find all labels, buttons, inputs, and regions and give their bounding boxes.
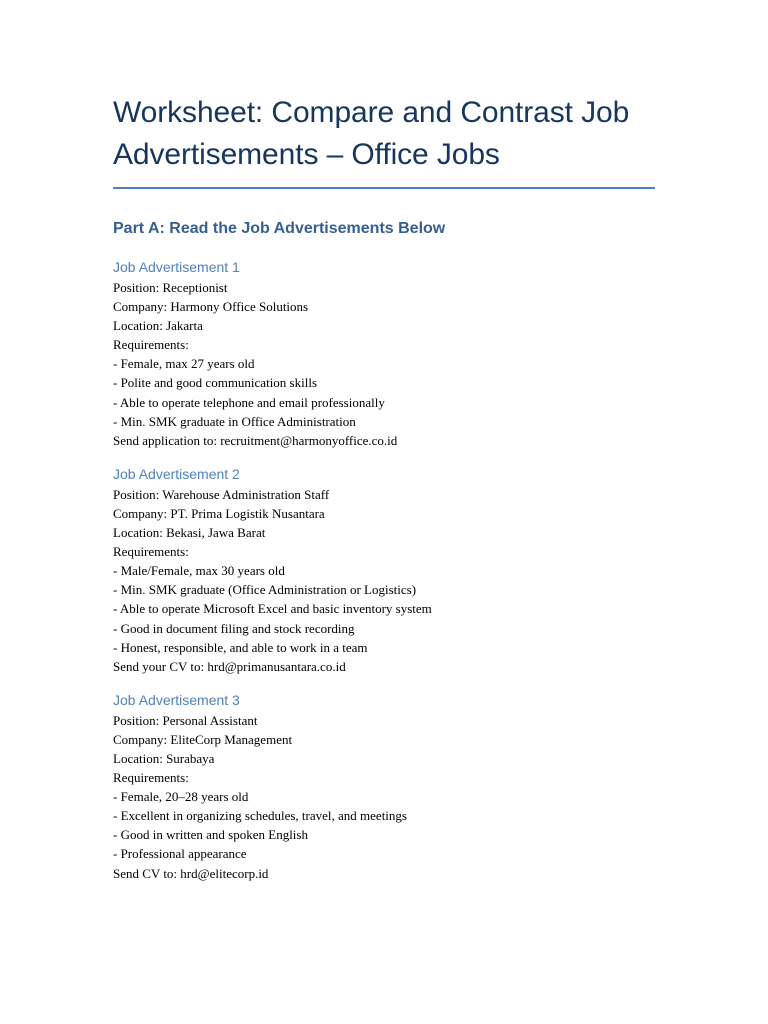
job-ad-details bbox=[113, 278, 655, 450]
job-ad-line: - Female, 20–28 years old bbox=[113, 789, 249, 805]
job-ad-details bbox=[113, 711, 655, 883]
title-underline bbox=[113, 187, 655, 189]
job-ad-line: Location: Bekasi, Jawa Barat bbox=[113, 525, 266, 541]
job-ad-line: Requirements: bbox=[113, 770, 189, 786]
job-ad-line: - Female, max 27 years old bbox=[113, 356, 255, 372]
job-ads-list bbox=[113, 256, 655, 883]
job-ad-heading: Job Advertisement 3 bbox=[113, 691, 240, 708]
job-ad-line: - Polite and good communication skills bbox=[113, 375, 318, 391]
job-advertisement-3 bbox=[113, 689, 655, 883]
job-advertisement-2 bbox=[113, 463, 655, 676]
job-ad-line: Requirements: bbox=[113, 337, 189, 353]
job-ad-line: - Min. SMK graduate (Office Administration or Logistics) bbox=[113, 582, 417, 598]
job-ad-line: - Excellent in organizing schedules, travel, and meetings bbox=[113, 808, 407, 824]
job-ad-line: Location: Jakarta bbox=[113, 318, 203, 334]
job-ad-line: Send application to: recruitment@harmonyoffice.co.id bbox=[113, 432, 398, 448]
job-ad-line: Position: Warehouse Administration Staff bbox=[113, 486, 330, 502]
job-ad-line: Company: Harmony Office Solutions bbox=[113, 299, 309, 315]
job-ad-line: - Honest, responsible, and able to work in a team bbox=[113, 639, 368, 655]
job-ad-line: Position: Personal Assistant bbox=[113, 712, 258, 728]
job-ad-line: Send your CV to: hrd@primanusantara.co.id bbox=[113, 658, 346, 674]
job-ad-line: Location: Surabaya bbox=[113, 750, 215, 766]
job-advertisement-1 bbox=[113, 256, 655, 450]
job-ad-line: - Able to operate Microsoft Excel and basic inventory system bbox=[113, 601, 432, 617]
job-ad-line: Send CV to: hrd@elitecorp.id bbox=[113, 865, 269, 881]
job-ad-line: Requirements: bbox=[113, 544, 189, 560]
job-ad-line: - Min. SMK graduate in Office Administration bbox=[113, 413, 356, 429]
title-line-2: Advertisements – Office Jobs bbox=[113, 138, 500, 171]
job-ad-line: - Professional appearance bbox=[113, 846, 247, 862]
job-ad-details bbox=[113, 485, 655, 676]
job-ad-line: - Good in document filing and stock recording bbox=[113, 620, 355, 636]
job-ad-line: Position: Receptionist bbox=[113, 280, 228, 295]
job-ad-line: Company: EliteCorp Management bbox=[113, 731, 293, 747]
part-a-heading: Part A: Read the Job Advertisements Below bbox=[113, 220, 446, 237]
job-ad-line: - Able to operate telephone and email professionally bbox=[113, 394, 385, 410]
title-line-1: Worksheet: Compare and Contrast Job bbox=[113, 96, 630, 129]
job-ad-line: Company: PT. Prima Logistik Nusantara bbox=[113, 505, 325, 521]
page-title bbox=[113, 92, 655, 176]
job-ad-heading: Job Advertisement 2 bbox=[113, 465, 240, 482]
document-page bbox=[113, 92, 655, 883]
job-ad-line: - Male/Female, max 30 years old bbox=[113, 563, 285, 579]
job-ad-line: - Good in written and spoken English bbox=[113, 827, 308, 843]
job-ad-heading: Job Advertisement 1 bbox=[113, 259, 240, 275]
